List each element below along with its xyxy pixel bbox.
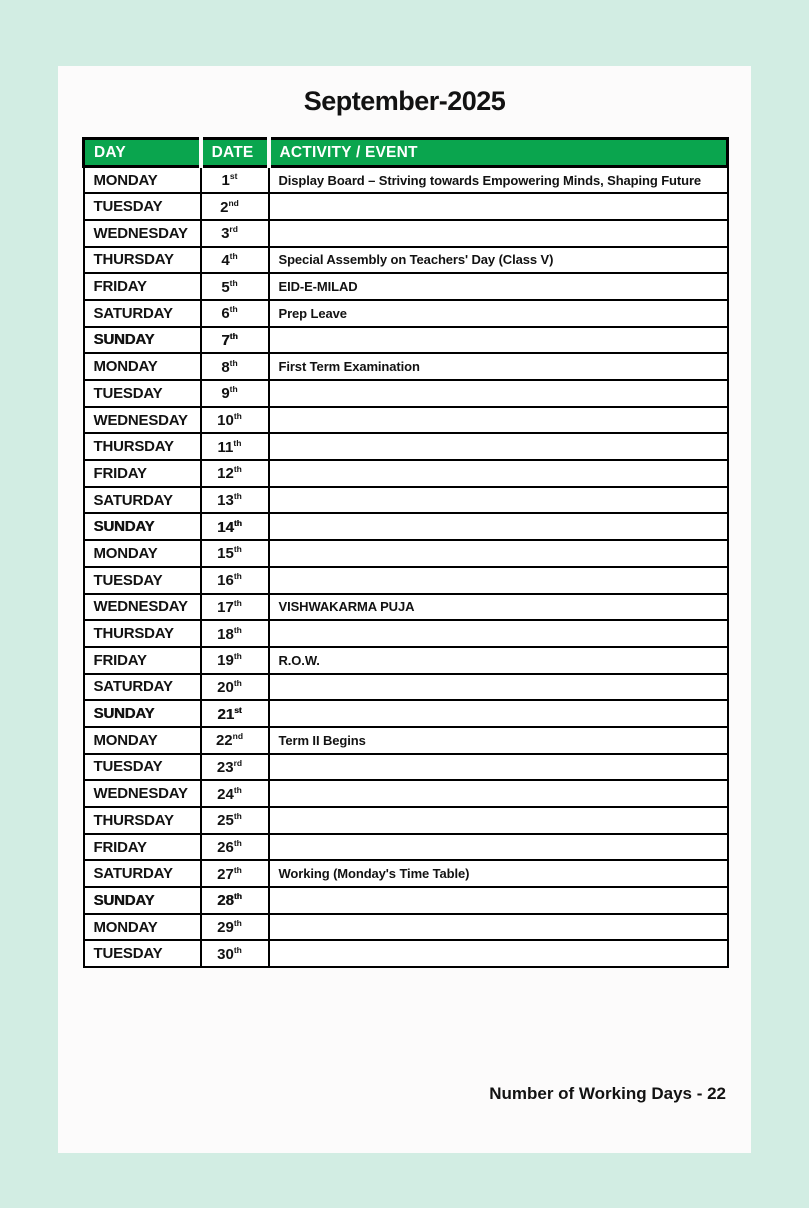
date-ordinal: th [233, 784, 242, 795]
date-cell: 6th [201, 300, 269, 327]
date-cell: 25th [201, 807, 269, 834]
date-cell: 27th [201, 860, 269, 887]
date-cell: 19th [201, 647, 269, 674]
day-cell: SUNDAY [84, 887, 201, 914]
table-row [84, 167, 728, 194]
date-cell: 23rd [201, 754, 269, 781]
event-cell [269, 327, 728, 354]
working-days-summary: Number of Working Days - 22 [489, 1084, 726, 1103]
event-cell: Working (Monday's Time Table) [269, 860, 728, 887]
event-cell [269, 433, 728, 460]
date-cell: 30th [201, 940, 269, 967]
table-row [84, 620, 728, 647]
date-cell: 12th [201, 460, 269, 487]
day-cell: WEDNESDAY [84, 780, 201, 807]
table-row [84, 914, 728, 941]
date-ordinal: th [233, 597, 242, 608]
table-row [84, 727, 728, 754]
table-row [84, 433, 728, 460]
table-row [84, 594, 728, 621]
day-cell: WEDNESDAY [84, 220, 201, 247]
date-ordinal: nd [228, 197, 239, 208]
date-ordinal: rd [233, 757, 243, 768]
day-cell: MONDAY [84, 167, 201, 194]
event-cell [269, 807, 728, 834]
table-row [84, 540, 728, 567]
event-cell [269, 193, 728, 220]
table-row [84, 327, 728, 354]
day-cell: FRIDAY [84, 460, 201, 487]
date-ordinal: th [233, 571, 242, 582]
date-ordinal: th [229, 330, 238, 341]
column-header-date: DATE [201, 139, 269, 167]
date-cell: 16th [201, 567, 269, 594]
day-cell: THURSDAY [84, 247, 201, 274]
date-ordinal: th [233, 544, 242, 555]
date-cell: 11th [201, 433, 269, 460]
event-cell [269, 780, 728, 807]
day-cell: TUESDAY [84, 380, 201, 407]
document-page [58, 66, 751, 1153]
date-ordinal: th [229, 277, 238, 288]
date-ordinal: th [229, 357, 238, 368]
date-cell: 10th [201, 407, 269, 434]
event-cell [269, 487, 728, 514]
day-cell: SATURDAY [84, 860, 201, 887]
day-cell: FRIDAY [84, 647, 201, 674]
day-cell: TUESDAY [84, 193, 201, 220]
table-row [84, 300, 728, 327]
table-row [84, 647, 728, 674]
event-cell: Display Board – Striving towards Empowering Minds, Shaping Future [269, 167, 728, 194]
table-row [84, 807, 728, 834]
event-cell [269, 380, 728, 407]
table-row [84, 513, 728, 540]
date-ordinal: nd [232, 731, 244, 742]
table-row [84, 940, 728, 967]
calendar-table-body [84, 167, 728, 968]
page-title: September-2025 [303, 86, 506, 116]
day-cell: THURSDAY [84, 433, 201, 460]
date-cell: 20th [201, 674, 269, 701]
table-row [84, 754, 728, 781]
event-cell [269, 674, 728, 701]
column-header-activity: ACTIVITY / EVENT [269, 139, 728, 167]
day-cell: THURSDAY [84, 620, 201, 647]
event-cell [269, 940, 728, 967]
date-ordinal: th [229, 250, 238, 261]
date-cell: 4th [201, 247, 269, 274]
date-cell: 18th [201, 620, 269, 647]
day-cell: SATURDAY [84, 674, 201, 701]
date-cell: 28th [201, 887, 269, 914]
date-ordinal: th [233, 624, 242, 635]
event-cell [269, 914, 728, 941]
date-cell: 7th [201, 327, 269, 354]
table-row [84, 273, 728, 300]
day-cell: WEDNESDAY [84, 594, 201, 621]
date-ordinal: st [234, 704, 242, 715]
date-ordinal: th [233, 437, 242, 448]
date-ordinal: th [233, 677, 242, 688]
date-cell: 24th [201, 780, 269, 807]
header-row [84, 139, 728, 167]
event-cell: VISHWAKARMA PUJA [269, 594, 728, 621]
calendar-table [82, 137, 729, 968]
date-ordinal: th [233, 491, 242, 502]
date-ordinal: th [233, 464, 242, 475]
table-row [84, 380, 728, 407]
table-row [84, 780, 728, 807]
day-cell: SATURDAY [84, 487, 201, 514]
date-cell: 15th [201, 540, 269, 567]
event-cell [269, 460, 728, 487]
day-cell: TUESDAY [84, 754, 201, 781]
date-ordinal: rd [229, 224, 238, 235]
day-cell: FRIDAY [84, 273, 201, 300]
date-ordinal: th [233, 411, 242, 422]
table-row [84, 887, 728, 914]
date-ordinal: th [233, 891, 242, 902]
date-cell: 29th [201, 914, 269, 941]
event-cell [269, 700, 728, 727]
table-row [84, 487, 728, 514]
event-cell: Special Assembly on Teachers' Day (Class V) [269, 247, 728, 274]
event-cell: R.O.W. [269, 647, 728, 674]
calendar-table-header [84, 139, 728, 167]
day-cell: TUESDAY [84, 940, 201, 967]
date-ordinal: th [233, 944, 242, 955]
table-row [84, 860, 728, 887]
date-ordinal: th [229, 384, 238, 395]
date-cell: 1st [201, 167, 269, 194]
date-cell: 17th [201, 594, 269, 621]
day-cell: MONDAY [84, 353, 201, 380]
date-cell: 5th [201, 273, 269, 300]
date-cell: 22nd [201, 727, 269, 754]
date-cell: 3rd [201, 220, 269, 247]
day-cell: MONDAY [84, 540, 201, 567]
day-cell: SUNDAY [84, 700, 201, 727]
event-cell: Prep Leave [269, 300, 728, 327]
day-cell: SATURDAY [84, 300, 201, 327]
date-ordinal: th [233, 838, 242, 849]
day-cell: THURSDAY [84, 807, 201, 834]
table-row [84, 353, 728, 380]
day-cell: SUNDAY [84, 513, 201, 540]
date-ordinal: th [233, 864, 242, 875]
table-row [84, 220, 728, 247]
date-cell: 9th [201, 380, 269, 407]
event-cell [269, 834, 728, 861]
day-cell: TUESDAY [84, 567, 201, 594]
event-cell [269, 220, 728, 247]
table-row [84, 193, 728, 220]
day-cell: WEDNESDAY [84, 407, 201, 434]
table-row [84, 834, 728, 861]
date-cell: 21st [201, 700, 269, 727]
event-cell [269, 407, 728, 434]
event-cell [269, 567, 728, 594]
date-ordinal: th [233, 918, 242, 929]
day-cell: SUNDAY [84, 327, 201, 354]
date-cell: 8th [201, 353, 269, 380]
date-ordinal: st [229, 171, 238, 182]
table-row [84, 567, 728, 594]
date-ordinal: th [233, 517, 242, 528]
column-header-day: DAY [84, 139, 201, 167]
date-cell: 26th [201, 834, 269, 861]
date-cell: 14th [201, 513, 269, 540]
event-cell [269, 540, 728, 567]
date-ordinal: th [233, 811, 242, 822]
table-row [84, 407, 728, 434]
table-row [84, 700, 728, 727]
event-cell: First Term Examination [269, 353, 728, 380]
day-cell: MONDAY [84, 914, 201, 941]
date-ordinal: th [233, 651, 242, 662]
table-row [84, 247, 728, 274]
day-cell: FRIDAY [84, 834, 201, 861]
day-cell: MONDAY [84, 727, 201, 754]
date-cell: 13th [201, 487, 269, 514]
date-ordinal: th [229, 304, 238, 315]
table-row [84, 460, 728, 487]
event-cell [269, 887, 728, 914]
table-row [84, 674, 728, 701]
event-cell [269, 754, 728, 781]
event-cell: Term II Begins [269, 727, 728, 754]
date-cell: 2nd [201, 193, 269, 220]
event-cell [269, 620, 728, 647]
event-cell: EID-E-MILAD [269, 273, 728, 300]
event-cell [269, 513, 728, 540]
